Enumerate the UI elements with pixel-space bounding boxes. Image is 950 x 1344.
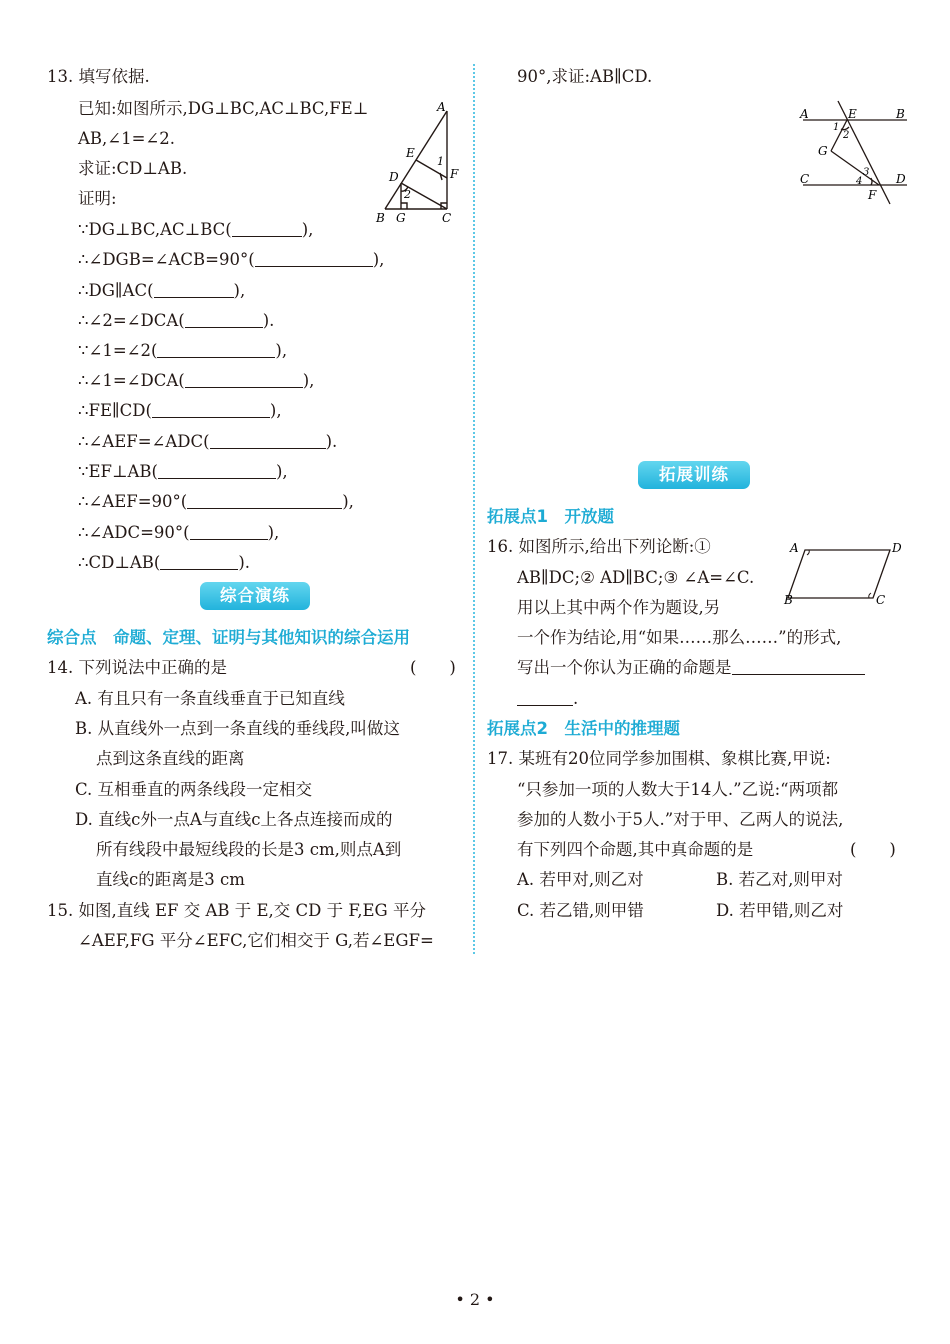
- label-d: D: [892, 541, 902, 555]
- q17-option-a: A. 若甲对,则乙对: [517, 870, 644, 889]
- right-angle-mark-g: [401, 203, 407, 209]
- q13-given-line1: 已知:如图所示,DG⊥BC,AC⊥BC,FE⊥: [78, 99, 369, 118]
- label-b: B: [896, 107, 905, 121]
- section-heading-comprehensive: 综合点 命题、定理、证明与其他知识的综合运用: [47, 628, 410, 647]
- answer-blank[interactable]: [185, 372, 303, 388]
- label-4: 4: [856, 176, 863, 187]
- q16-line3: 用以上其中两个作为题设,另: [517, 598, 721, 617]
- proof-step: ∴∠DGB=∠ACB=90°( ),: [78, 250, 385, 269]
- answer-blank[interactable]: [255, 251, 373, 267]
- q16-line5: 写出一个你认为正确的命题是: [517, 657, 865, 679]
- answer-blank[interactable]: [732, 659, 865, 675]
- label-e: E: [406, 146, 415, 160]
- q17-line3: 参加的人数小于5人.”对于甲、乙两人的说法,: [517, 810, 844, 829]
- column-divider: [473, 64, 475, 954]
- label-b: B: [376, 211, 385, 225]
- angle-mark-34: [871, 178, 872, 185]
- answer-blank[interactable]: [154, 282, 234, 298]
- label-g: G: [396, 211, 406, 225]
- label-d: D: [389, 170, 399, 184]
- angle-mark-c: [869, 593, 871, 598]
- angle-mark-a: [807, 550, 809, 555]
- q16-line6: .: [517, 688, 578, 710]
- proof-step: ∵∠1=∠2( ),: [78, 341, 288, 360]
- answer-blank[interactable]: [190, 524, 268, 540]
- proof-step: ∴∠1=∠DCA( ),: [78, 371, 315, 390]
- label-2: 2: [404, 188, 411, 201]
- q16-line2: AB∥DC;② AD∥BC;③ ∠A=∠C.: [517, 568, 755, 587]
- answer-blank[interactable]: [517, 690, 573, 706]
- proof-step: ∴FE∥CD( ),: [78, 401, 282, 420]
- label-a: A: [437, 100, 446, 114]
- q17-answer-paren[interactable]: ( ): [850, 840, 896, 859]
- label-3: 3: [863, 167, 870, 178]
- proof-step: ∵DG⊥BC,AC⊥BC( ),: [78, 220, 314, 239]
- answer-blank[interactable]: [187, 493, 342, 509]
- proof-step: ∴CD⊥AB( ).: [78, 553, 251, 572]
- q15-line3: 90°,求证:AB∥CD.: [517, 67, 653, 86]
- q14-option-d-line2: 所有线段中最短线段的长是3 cm,则点A到: [96, 840, 402, 859]
- proof-step: ∵EF⊥AB( ),: [78, 462, 288, 481]
- q15-line2: ∠AEF,FG 平分∠EFC,它们相交于 G,若∠EGF=: [78, 931, 434, 950]
- line-ef: [838, 101, 890, 204]
- label-c: C: [442, 211, 452, 225]
- answer-blank[interactable]: [157, 342, 275, 358]
- q14-option-d-line3: 直线c的距离是3 cm: [96, 870, 245, 889]
- label-e: E: [848, 107, 857, 121]
- answer-blank[interactable]: [185, 312, 263, 328]
- banner-comprehensive: 综合演练: [200, 582, 310, 610]
- q14-stem: 14. 下列说法中正确的是: [47, 658, 227, 677]
- answer-blank[interactable]: [210, 433, 326, 449]
- q17-option-b: B. 若乙对,则甲对: [716, 870, 843, 889]
- q15-line1: 15. 如图,直线 EF 交 AB 于 E,交 CD 于 F,EG 平分: [47, 901, 426, 920]
- parallelogram-abcd: [788, 550, 890, 598]
- q13-title: 13. 填写依据.: [47, 67, 150, 86]
- q14-option-b-line1: B. 从直线外一点到一条直线的垂线段,叫做这: [75, 719, 400, 738]
- page-number: • 2 •: [455, 1290, 495, 1309]
- q17-line1: 17. 某班有20位同学参加围棋、象棋比赛,甲说:: [487, 749, 831, 768]
- section-heading-ext2: 拓展点2 生活中的推理题: [487, 719, 680, 738]
- q16-line1: 16. 如图所示,给出下列论断:①: [487, 537, 711, 556]
- label-f: F: [450, 167, 459, 181]
- q15-parallel-lines-figure: [795, 96, 915, 206]
- proof-step: ∴∠ADC=90°( ),: [78, 523, 280, 542]
- proof-step: ∴∠2=∠DCA( ).: [78, 311, 275, 330]
- q17-option-c: C. 若乙错,则甲错: [517, 901, 644, 920]
- q13-triangle-figure: [370, 98, 465, 228]
- answer-blank[interactable]: [152, 402, 270, 418]
- banner-extension: 拓展训练: [638, 461, 750, 489]
- q14-option-b-line2: 点到这条直线的距离: [96, 749, 245, 768]
- label-2: 2: [843, 130, 850, 141]
- answer-blank[interactable]: [160, 554, 238, 570]
- label-a: A: [790, 541, 799, 555]
- label-c: C: [876, 593, 886, 607]
- section-heading-ext1: 拓展点1 开放题: [487, 507, 614, 526]
- q14-option-d-line1: D. 直线c外一点A与直线c上各点连接而成的: [75, 810, 393, 829]
- angle-mark-1: [440, 173, 442, 180]
- proof-step: ∴∠AEF=90°( ),: [78, 492, 354, 511]
- label-1: 1: [437, 155, 444, 168]
- q17-line4: 有下列四个命题,其中真命题的是: [517, 840, 754, 859]
- answer-blank[interactable]: [232, 221, 302, 237]
- q16-line4: 一个作为结论,用“如果……那么……”的形式,: [517, 628, 842, 647]
- label-g: G: [818, 144, 828, 158]
- q13-given-line2: AB,∠1=∠2.: [78, 129, 176, 148]
- proof-step: ∴∠AEF=∠ADC( ).: [78, 432, 338, 451]
- q13-prove: 求证:CD⊥AB.: [78, 159, 188, 178]
- q17-line2: “只参加一项的人数大于14人.”乙说:“两项都: [517, 780, 839, 799]
- q13-proof-label: 证明:: [78, 189, 117, 208]
- q16-parallelogram-figure: [785, 538, 910, 608]
- label-f: F: [868, 188, 877, 202]
- label-c: C: [800, 172, 810, 186]
- q14-option-a: A. 有且只有一条直线垂直于已知直线: [75, 689, 345, 708]
- proof-step: ∴DG∥AC( ),: [78, 281, 246, 300]
- q17-option-d: D. 若甲错,则乙对: [716, 901, 844, 920]
- q14-option-c: C. 互相垂直的两条线段一定相交: [75, 780, 313, 799]
- label-a: A: [800, 107, 809, 121]
- label-1: 1: [833, 122, 840, 133]
- q14-answer-paren[interactable]: ( ): [410, 658, 456, 677]
- label-d: D: [896, 172, 906, 186]
- label-b: B: [784, 593, 793, 607]
- answer-blank[interactable]: [158, 463, 276, 479]
